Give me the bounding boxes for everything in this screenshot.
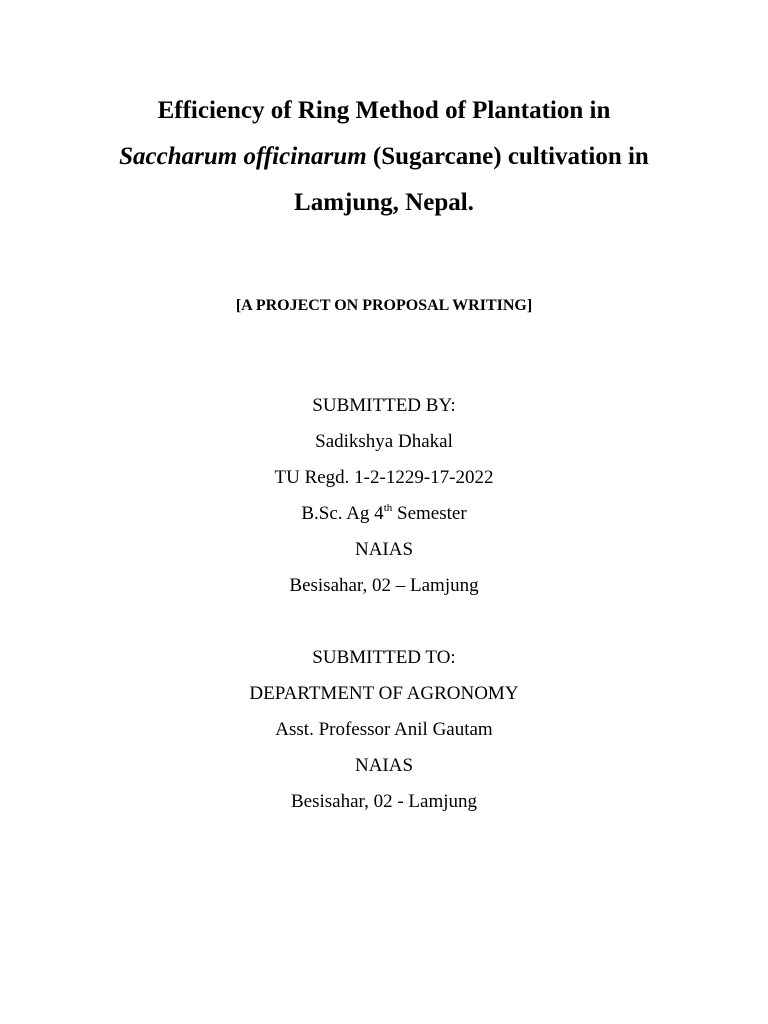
registration-number: TU Regd. 1-2-1229-17-2022 [274,467,494,488]
program-prefix: B.Sc. Ag 4 [301,503,384,524]
title-line-1: Efficiency of Ring Method of Plantation in [157,97,611,124]
title-line-2 [0,134,768,180]
submitted-by-heading: SUBMITTED BY: [312,395,456,416]
program-suffix: Semester [392,503,467,524]
supervisor-name: Asst. Professor Anil Gautam [275,719,493,740]
submitted-to-heading: SUBMITTED TO: [312,647,456,668]
submitted-by-section [0,388,768,604]
program-semester [0,496,768,532]
recipient-address: Besisahar, 02 - Lamjung [290,791,478,812]
department-name: DEPARTMENT OF AGRONOMY [249,683,519,704]
submitted-to-section [0,640,768,820]
project-subtitle: [A PROJECT ON PROPOSAL WRITING] [235,297,533,314]
student-name: Sadikshya Dhakal [315,431,453,452]
title-line-2-rest: (Sugarcane) cultivation in [366,143,649,170]
recipient-institute: NAIAS [354,755,414,776]
program-ordinal-suffix: th [383,501,393,514]
page-title [0,88,768,226]
title-species-name: Saccharum officinarum [119,143,367,170]
student-address: Besisahar, 02 – Lamjung [289,575,479,596]
student-institute: NAIAS [354,539,414,560]
title-line-3: Lamjung, Nepal. [294,189,474,216]
